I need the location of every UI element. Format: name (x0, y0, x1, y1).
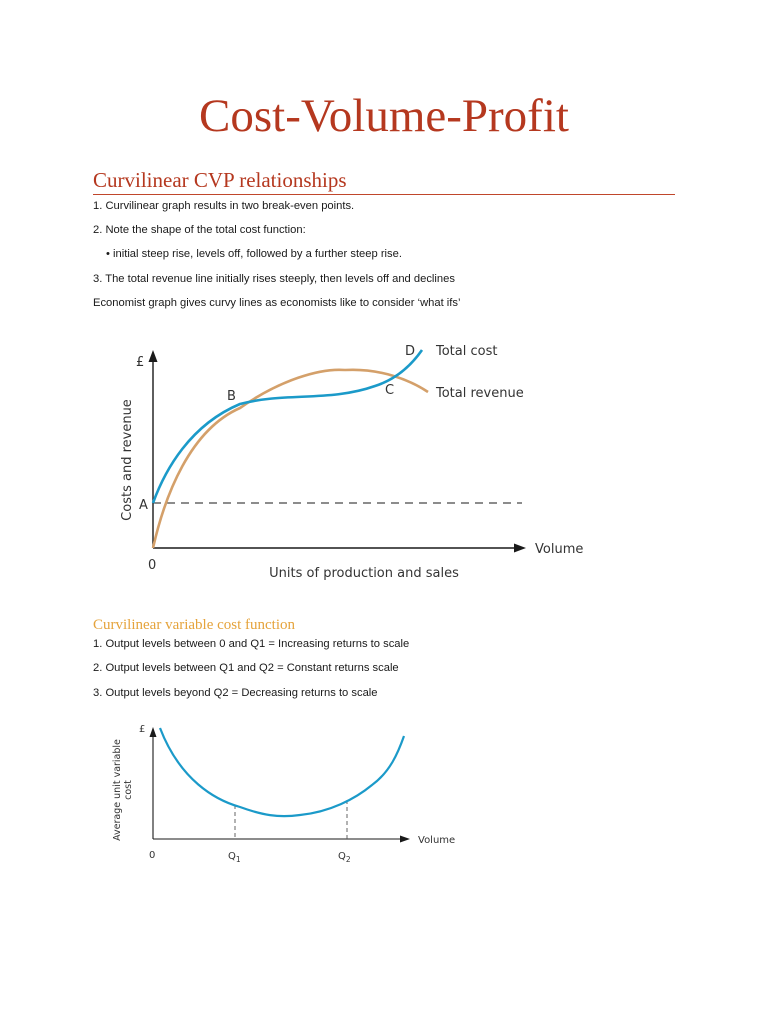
q1-label: $Q_1$ (228, 851, 241, 864)
point-label-d: D (405, 344, 416, 359)
variable-cost-graph (0, 715, 768, 865)
text-line: 3. The total revenue line initially rises steeply, then levels off and declines (93, 273, 455, 285)
y-axis-label-line2: cost (123, 780, 134, 800)
text-line: 1. Curvilinear graph results in two break-even points. (93, 200, 355, 212)
text-line: 3. Output levels beyond Q2 = Decreasing returns to scale (93, 687, 378, 699)
x-axis-arrow (514, 544, 526, 553)
q2-label: $Q_2$ (338, 851, 351, 864)
x-axis-arrow (400, 836, 410, 843)
y-axis-arrow (150, 727, 157, 737)
point-label-a: A (139, 498, 148, 513)
cvp-graph (0, 330, 768, 590)
section-heading-cvp: Curvilinear CVP relationships (93, 168, 347, 192)
text-line: 2. Output levels between Q1 and Q2 = Constant returns scale (93, 662, 399, 674)
x-axis-end-label: Volume (418, 835, 456, 846)
text-line: Economist graph gives curvy lines as economists like to consider ‘what ifs’ (93, 297, 461, 309)
subheading-variable-cost: Curvilinear variable cost function (93, 617, 296, 633)
y-axis-symbol: £ (139, 724, 146, 735)
origin-label: 0 (148, 558, 157, 573)
y-axis-label-line1: Average unit variable (112, 739, 123, 841)
text-line: 2. Note the shape of the total cost function: (93, 224, 306, 236)
x-axis-end-label: Volume (535, 542, 584, 557)
x-axis-label: Units of production and sales (269, 566, 459, 581)
point-label-b: B (227, 389, 236, 404)
point-label-c: C (385, 383, 395, 398)
legend-total-cost: Total cost (436, 344, 498, 359)
bullet-item: • initial steep rise, levels off, followed by a further steep rise. (106, 248, 402, 260)
y-axis-symbol: £ (136, 355, 145, 370)
origin-label: 0 (149, 850, 156, 861)
average-variable-cost-curve (160, 728, 404, 816)
legend-total-revenue: Total revenue (436, 386, 524, 401)
y-axis-label: Costs and revenue (120, 399, 135, 521)
page-title: Cost-Volume-Profit (199, 90, 569, 142)
text-line: 1. Output levels between 0 and Q1 = Increasing returns to scale (93, 638, 410, 650)
y-axis-arrow (149, 350, 158, 362)
section-divider (93, 194, 675, 195)
